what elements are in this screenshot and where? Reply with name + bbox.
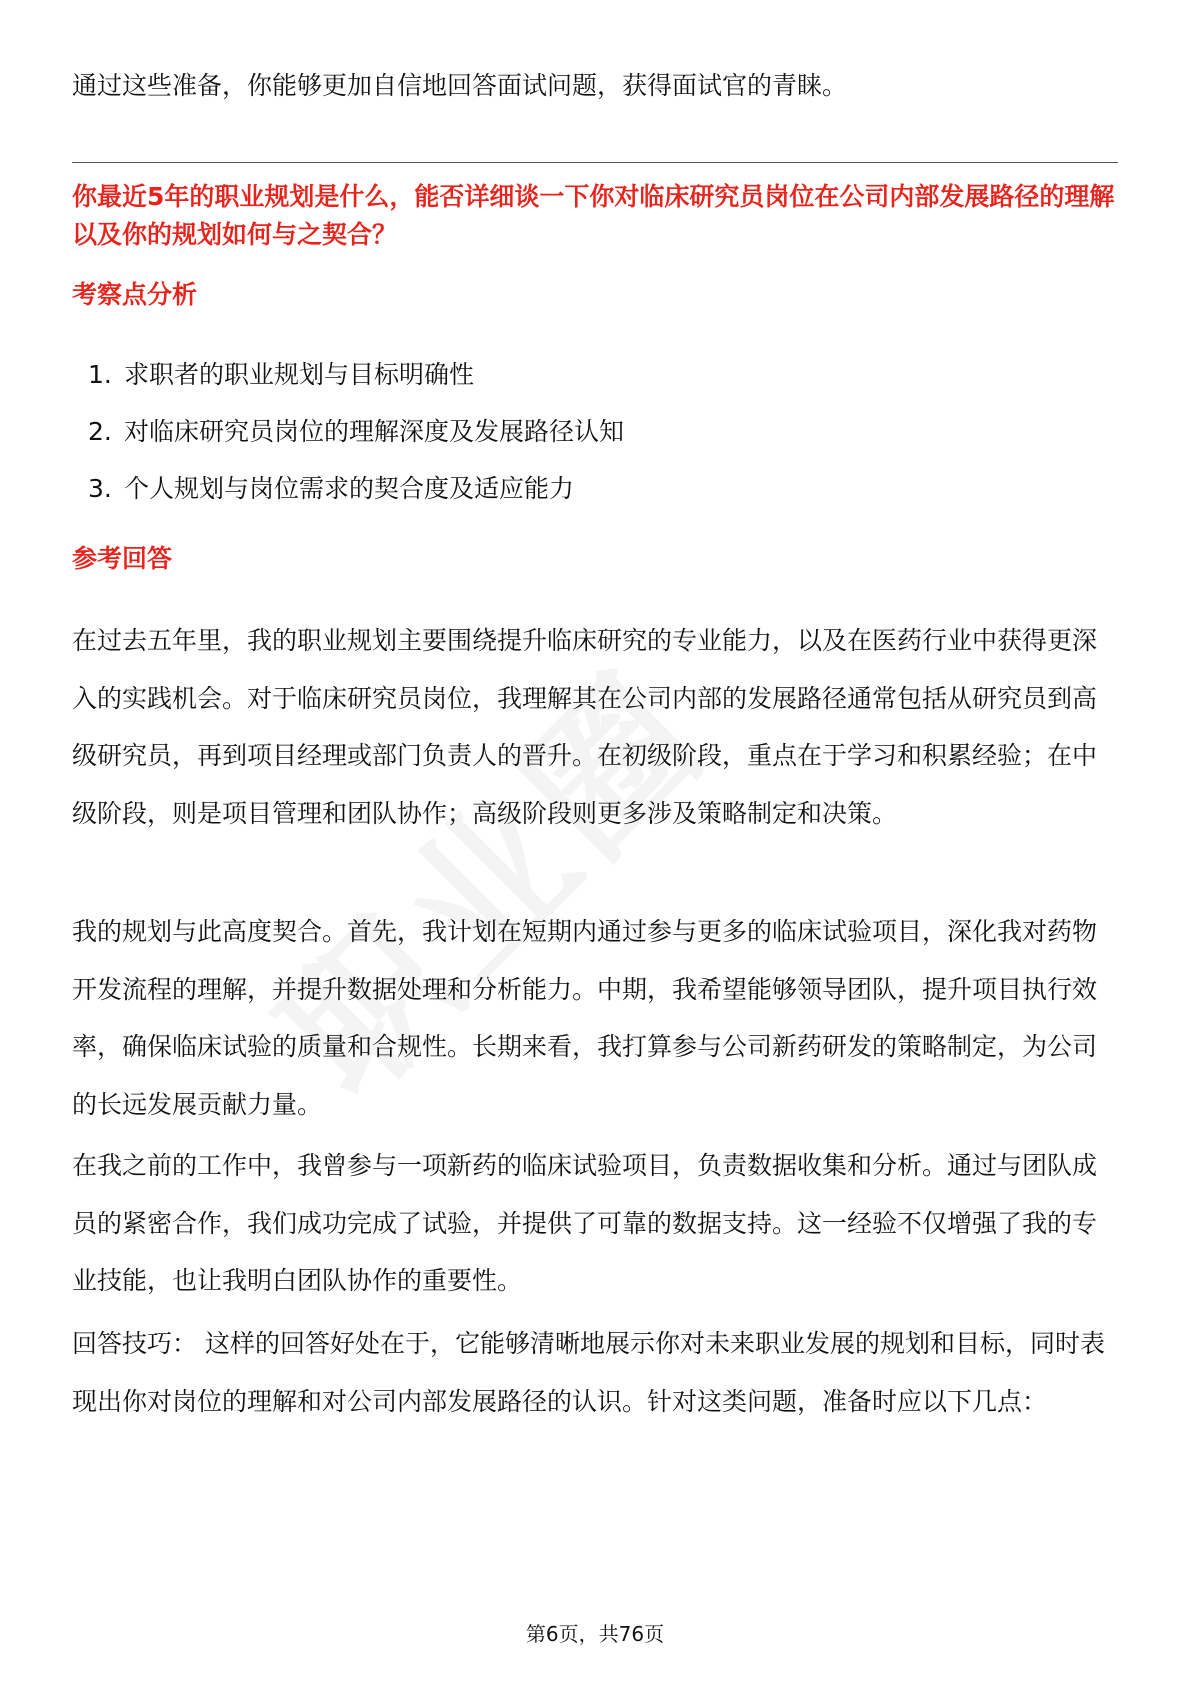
list-item — [88, 460, 624, 517]
list-item — [88, 403, 624, 460]
list-item — [88, 346, 624, 403]
list-text: 个人规划与岗位需求的契合度及适应能力 — [124, 474, 575, 503]
answer-title: 参考回答 — [72, 544, 173, 573]
list-text: 求职者的职业规划与目标明确性 — [124, 360, 475, 389]
question-heading: 你最近5年的职业规划是什么，能否详细谈一下你对临床研究员岗位在公司内部发展路径的理解以及你的规划如何与之契合？ — [72, 182, 1115, 249]
list-number: 2. — [88, 417, 112, 446]
answer-paragraph: 我的规划与此高度契合。首先，我计划在短期内通过参与更多的临床试验项目，深化我对药物开发流程的理解，并提升数据处理和分析能力。中期，我希望能够领导团队，提升项目执行效率，确保临床试验的质量和合规性。长期来看，我打算参与公司新药研发的策略制定，为公司的长远发展贡献力量。 — [72, 917, 1098, 1119]
tips-paragraph: 回答技巧： 这样的回答好处在于，它能够清晰地展示你对未来职业发展的规划和目标，同时表现出你对岗位的理解和对公司内部发展路径的认识。针对这类问题，准备时应以下几点： — [72, 1329, 1105, 1416]
list-number: 1. — [88, 360, 112, 389]
list-text: 对临床研究员岗位的理解深度及发展路径认知 — [124, 417, 625, 446]
answer-paragraph: 在我之前的工作中，我曾参与一项新药的临床试验项目，负责数据收集和分析。通过与团队成员的紧密合作，我们成功完成了试验，并提供了可靠的数据支持。这一经验不仅增强了我的专业技能，也让我明白团队协作的重要性。 — [72, 1151, 1098, 1295]
intro-paragraph: 通过这些准备，你能够更加自信地回答面试问题，获得面试官的青睐。 — [72, 71, 848, 100]
answer-paragraph: 在过去五年里，我的职业规划主要围绕提升临床研究的专业能力，以及在医药行业中获得更深入的实践机会。对于临床研究员岗位，我理解其在公司内部的发展路径通常包括从研究员到高级研究员，再到项目经理或部门负责人的晋升。在初级阶段，重点在于学习和积累经验；在中级阶段，则是项目管理和团队协作；高级阶段则更多涉及策略制定和决策。 — [72, 626, 1098, 828]
list-number: 3. — [88, 474, 112, 503]
section-divider — [72, 162, 1118, 163]
analysis-title: 考察点分析 — [72, 280, 198, 309]
page-footer: 第6页，共76页 — [525, 1622, 665, 1646]
analysis-list — [88, 346, 624, 517]
